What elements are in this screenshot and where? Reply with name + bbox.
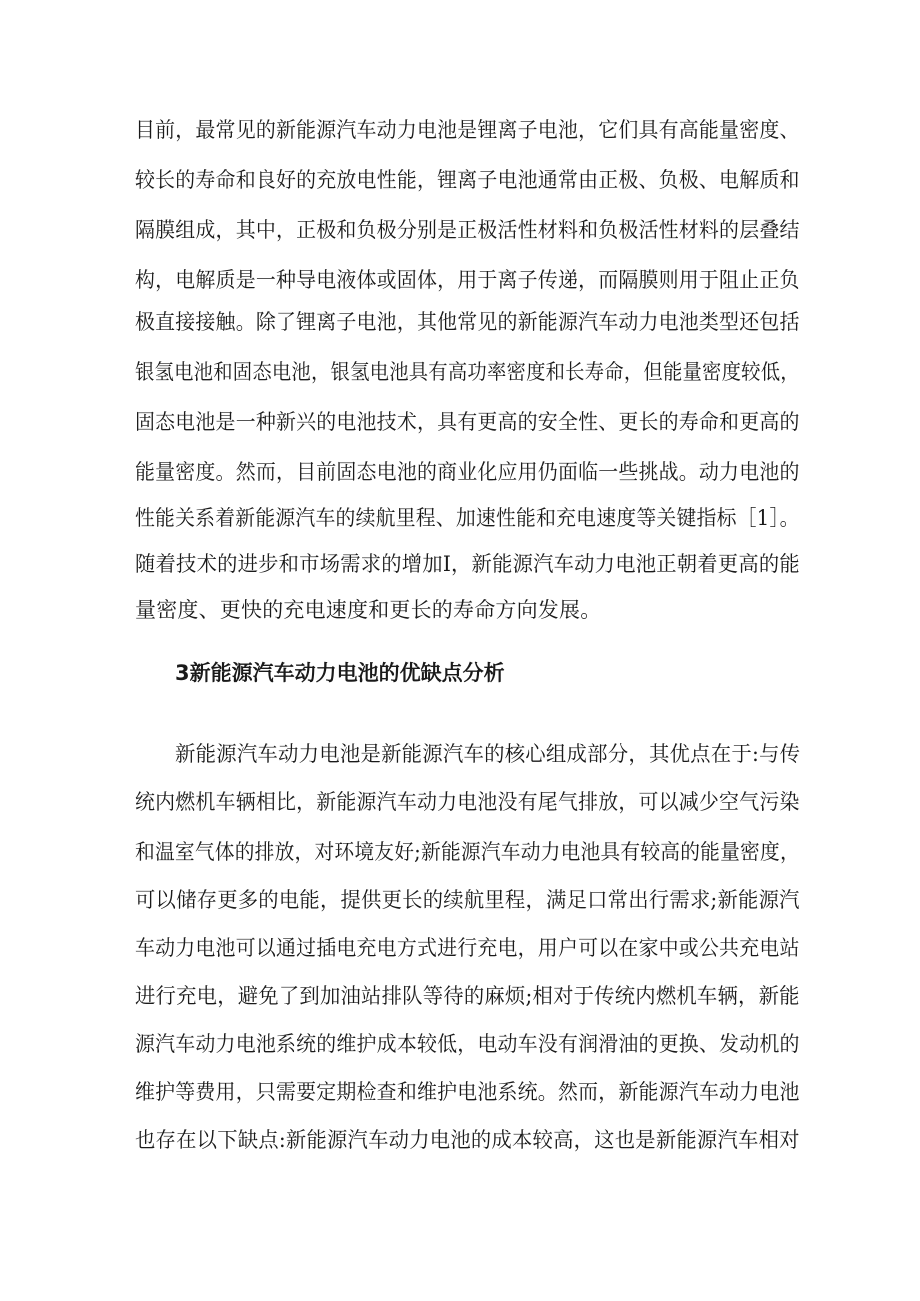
paragraph-1-line-6: 银氢电池和固态电池，银氢电池具有高功率密度和长寿命，但能量密度较低， (135, 360, 800, 384)
paragraph-1-line-9: 性能关系着新能源汽车的续航里程、加速性能和充电速度等关键指标［1］。 (135, 506, 800, 530)
paragraph-1-line-4: 构，电解质是一种导电液体或固体，用于离子传递，而隔膜则用于阻止正负 (135, 268, 800, 292)
paragraph-1-line-1: 目前，最常见的新能源汽车动力电池是锂离子电池，它们具有高能量密度、 (135, 118, 800, 142)
paragraph-2-line-5: 车动力电池可以通过插电充电方式进行充电，用户可以在家中或公共充电站 (135, 936, 800, 960)
paragraph-2-line-9: 也存在以下缺点:新能源汽车动力电池的成本较高，这也是新能源汽车相对 (135, 1128, 800, 1152)
paragraph-2-line-6: 进行充电，避免了到加油站排队等待的麻烦;相对于传统内燃机车辆，新能 (135, 984, 800, 1008)
paragraph-1-line-2: 较长的寿命和良好的充放电性能，锂离子电池通常由正极、负极、电解质和 (135, 168, 800, 192)
paragraph-2-line-1: 新能源汽车动力电池是新能源汽车的核心组成部分，其优点在于:与传 (175, 742, 801, 766)
paragraph-1-line-3: 隔膜组成，其中，正极和负极分别是正极活性材料和负极活性材料的层叠结 (135, 218, 800, 242)
paragraph-2-line-3: 和温室气体的排放，对环境友好;新能源汽车动力电池具有较高的能量密度， (135, 840, 800, 864)
paragraph-2-line-7: 源汽车动力电池系统的维护成本较低，电动车没有润滑油的更换、发动机的 (135, 1032, 800, 1056)
paragraph-1-line-11: 量密度、更快的充电速度和更长的寿命方向发展。 (135, 598, 602, 622)
paragraph-1-line-8: 能量密度。然而，目前固态电池的商业化应用仍面临一些挑战。动力电池的 (135, 460, 800, 484)
paragraph-1-line-10: 随着技术的进步和市场需求的增加I，新能源汽车动力电池正朝着更高的能 (135, 552, 800, 576)
paragraph-1-line-7: 固态电池是一种新兴的电池技术，具有更高的安全性、更长的寿命和更高的 (135, 410, 800, 434)
paragraph-1-line-5: 极直接接触。除了锂离子电池，其他常见的新能源汽车动力电池类型还包括 (135, 310, 800, 334)
paragraph-2-line-8: 维护等费用，只需要定期检查和维护电池系统。然而，新能源汽车动力电池 (135, 1080, 800, 1104)
section-heading: 3新能源汽车动力电池的优缺点分析 (175, 661, 505, 685)
paragraph-2-line-2: 统内燃机车辆相比，新能源汽车动力电池没有尾气排放，可以减少空气污染 (135, 790, 800, 814)
paragraph-2-line-4: 可以储存更多的电能，提供更长的续航里程，满足口常出行需求;新能源汽 (135, 888, 800, 912)
